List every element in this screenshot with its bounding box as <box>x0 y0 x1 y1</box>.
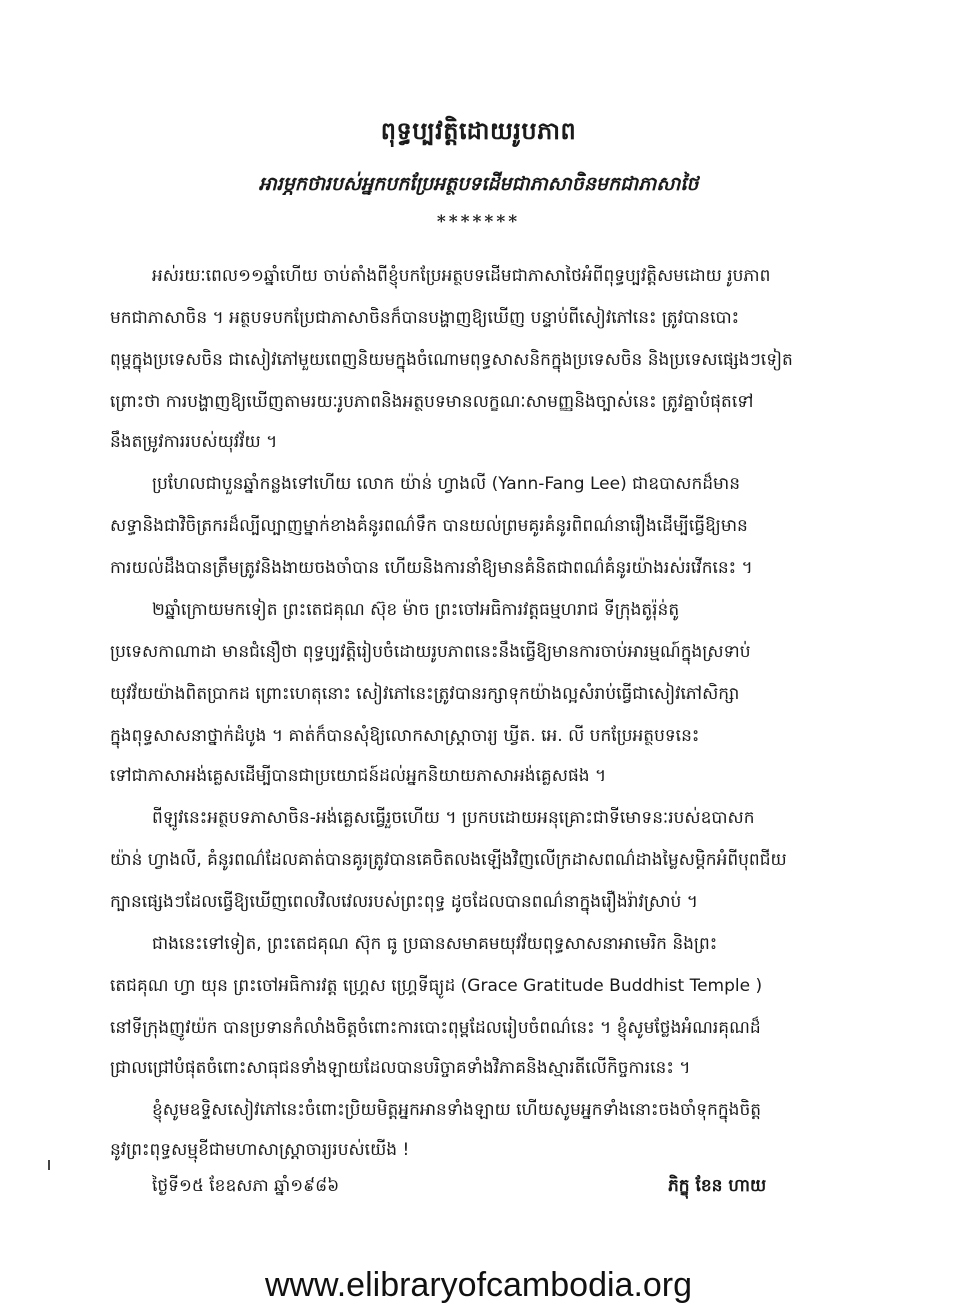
separator-stars: ******* <box>436 212 521 232</box>
paragraph-1-line-4: ព្រោះថា ការបង្ហាញឱ្យឃើញតាមរយៈរូបភាពនិងអត្ថបទមានលក្ខណៈសាមញ្ញនិងច្បាស់នេះ ត្រូវគ្នាបំផុតទៅ <box>110 392 754 412</box>
paragraph-6-line-1: ខ្ញុំសូមឧទ្ទិសសៀវភៅនេះចំពោះប្រិយមិត្តអ្នកអានទាំងឡាយ ហើយសូមអ្នកទាំងនោះចងចាំទុកក្នុងចិត្ត <box>152 1100 762 1120</box>
paragraph-5-line-3: នៅទីក្រុងញូវយ៉ក បានប្រទានកំលាំងចិត្តចំពោះការបោះពុម្ពដែលរៀបចំពណ៌នេះ ។ ខ្ញុំសូមថ្លែងអំណរគុណដ៏ <box>110 1018 761 1038</box>
paragraph-5-line-2: តេជគុណ ហ្វា យុន ព្រះចៅអធិការវត្ត ហ្គ្រេស ហ្គ្រេទីធ្យូដ (Grace Gratitude Buddhist Temple ) <box>110 976 763 996</box>
paragraph-4-line-1: ពីឡូវនេះអត្ថបទភាសាចិន-អង់គ្លេសធ្វើរួចហើយ ។ ប្រកបដោយអនុគ្រោះជាទីមោទនៈរបស់ឧបាសក <box>152 808 755 828</box>
paragraph-2-line-3: ការយល់ដឹងបានត្រឹមត្រូវនិងងាយចងចាំបាន ហើយនិងការនាំឱ្យមានគំនិតជាពណ៌គំនូរយ៉ាងរស់រវើកនេះ ។ <box>110 558 753 578</box>
signature: ភិក្ខុ ខែន ហាយ <box>668 1176 767 1196</box>
paragraph-3-line-1: ២ឆ្នាំក្រោយមកទៀត ព្រះតេជគុណ ស៊ុខ ម៉ាច ព្រះចៅអធិការវត្តធម្មហរាជ ទីក្រុងតូរ៉ុន់តូ <box>152 600 680 620</box>
paragraph-3-line-5: ទៅជាភាសាអង់គ្លេសដើម្បីបានជាប្រយោជន៍ដល់អ្នកនិយាយភាសាអង់គ្លេសផង ។ <box>110 766 607 786</box>
document-subtitle: អារម្ភកថារបស់អ្នកបកប្រែអត្ថបទដើមជាភាសាចិនមកជាភាសាថៃ <box>258 173 699 195</box>
paragraph-2-line-1: ប្រហែលជាបួនឆ្នាំកន្លងទៅហើយ លោក យ៉ាន់ ហ្វាងលី (Yann-Fang Lee) ជាឧបាសកដ៏មាន <box>152 474 741 494</box>
paragraph-2-line-2: សទ្ធានិងជាវិចិត្រករដ៏ល្បីល្បាញម្នាក់ខាងគំនូរពណ៌ទឹក បានយល់ព្រមគូរគំនូរពិពណ៌នារឿងដើម្បីធ្វើឱ្យមាន <box>110 516 748 536</box>
paragraph-5-line-4: ជ្រាលជ្រៅបំផុតចំពោះសាធុជនទាំងឡាយដែលបានបរិច្ចាគទាំងវិភាគនិងស្មារតីលើកិច្ចការនេះ ។ <box>110 1058 691 1078</box>
paragraph-3-line-3: យុវវ័យយ៉ាងពិតប្រាកដ ព្រោះហេតុនោះ សៀវភៅនេះត្រូវបានរក្សាទុកយ៉ាងល្អសំរាប់ធ្វើជាសៀវភៅសិក្សា <box>110 684 740 704</box>
paragraph-6-line-2: នូវព្រះពុទ្ធសម្មុខីជាមហាសាស្ត្រាចារ្យរបស់យើង ! <box>110 1140 410 1160</box>
document-title: ពុទ្ធប្បវត្តិ​ដោយ​រូបភាព <box>380 117 577 145</box>
paragraph-4-line-2: យ៉ាន់ ហ្វាងលី, គំនូរពណ៌ដែលគាត់បានគូរត្រូវបានគេចិតលងឡើងវិញលើក្រដាសពណ៌ដាងម្លៃសម្តិកអំពីបុពជីយ <box>110 850 787 870</box>
margin-mark <box>48 1160 50 1170</box>
paragraph-4-line-3: ក្បានផ្សេងៗដែលធ្វើឱ្យឃើញពេលវិលវេលរបស់ព្រះពុទ្ធ ដូចដែលបានពណ៌នាក្នុងរឿងរ៉ាវស្រាប់ ។ <box>110 892 698 912</box>
date-line: ថ្ងៃទី១៥ ខែឧសភា ឆ្នាំ១៩៨៦ <box>152 1176 340 1196</box>
paragraph-5-line-1: ជាងនេះទៅទៀត, ព្រះតេជគុណ ស៊ុក ធូ ប្រធានសមាគមយុវវ័យពុទ្ធសាសនាអាមេរិក និងព្រះ <box>152 934 718 954</box>
paragraph-3-line-2: ប្រទេសកាណាដា មានជំនឿថា ពុទ្ធប្បវត្តិរៀបចំដោយរូបភាពនេះនឹងធ្វើឱ្យមានការចាប់អារម្មណ៍ក្នុងស្រទាប់ <box>110 642 751 662</box>
paragraph-1-line-1: អស់រយៈពេល១១ឆ្នាំហើយ ចាប់តាំងពីខ្ញុំបកប្រែអត្ថបទដើមជាភាសាថៃអំពីពុទ្ធប្បវត្តិសមដោយ រូបភាព <box>152 266 771 286</box>
footer-url: www.elibraryofcambodia.org <box>264 1266 693 1304</box>
paragraph-1-line-5: នឹងតម្រូវការរបស់យុវវ័យ ។ <box>110 432 278 452</box>
paragraph-1-line-3: ពុម្ពក្នុងប្រទេសចិន ជាសៀវភៅមួយពេញនិយមក្នុងចំណោមពុទ្ធសាសនិកក្នុងប្រទេសចិន និងប្រទេសផ្សេងៗទៀត <box>110 350 793 370</box>
paragraph-3-line-4: ក្នុងពុទ្ធសាសនាថ្នាក់ដំបូង ។ គាត់ក៏បានសុំឱ្យលោកសាស្ត្រាចារ្យ ឃ្វីត. អេ. លី បកប្រែអត្ថបទនេះ <box>110 726 700 746</box>
paragraph-1-line-2: មកជាភាសាចិន ។ អត្ថបទបកប្រែជាភាសាចិនក៏បានបង្ហាញឱ្យឃើញ បន្ទាប់ពីសៀវភៅនេះ ត្រូវបានបោះ <box>110 308 740 328</box>
